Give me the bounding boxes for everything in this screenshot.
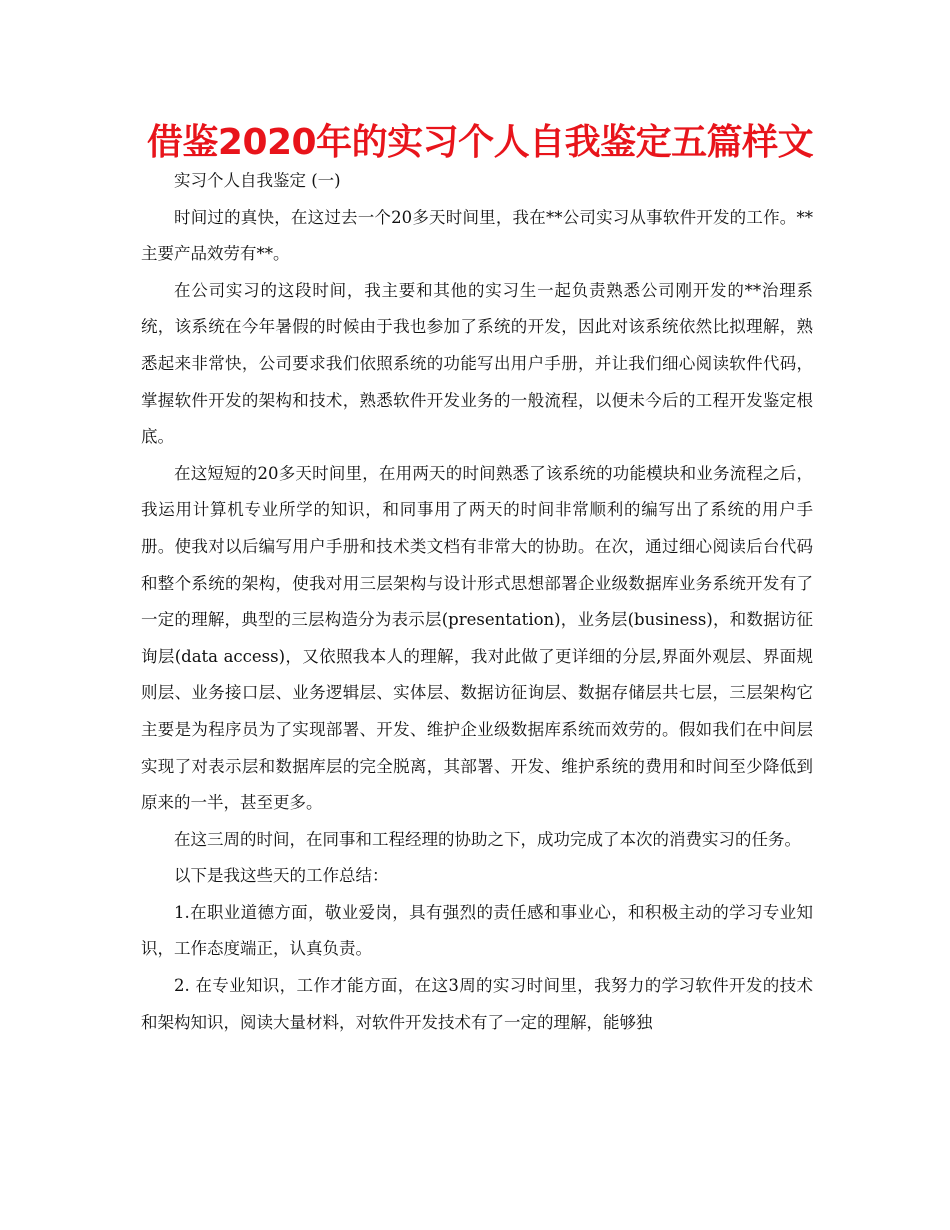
paragraph: 在公司实习的这段时间，我主要和其他的实习生一起负责熟悉公司刚开发的**治理系统，该系统在今年暑假的时候由于我也参加了系统的开发，因此对该系统依然比拟理解，熟悉起来非常快，公司要求我们依照系统的功能写出用户手册，并让我们细心阅读软件代码，掌握软件开发的架构和技术，熟悉软件开发业务的一般流程，以便未今后的工程开发鉴定根底。 (141, 280, 813, 447)
paragraph: 时间过的真快，在这过去一个20多天时间里，我在**公司实习从事软件开发的工作。**主要产品效劳有**。 (141, 207, 813, 264)
list-item: 2. 在专业知识，工作才能方面，在这3周的实习时间里，我努力的学习软件开发的技术和架构知识，阅读大量材料，对软件开发技术有了一定的理解，能够独 (141, 976, 813, 1032)
paragraph: 在这短短的20多天时间里，在用两天的时间熟悉了该系统的功能模块和业务流程之后，我运用计算机专业所学的知识，和同事用了两天的时间非常顺利的编写出了系统的用户手册。使我对以后编写用户手册和技术类文档有非常大的协助。在次，通过细心阅读后台代码和整个系统的架构，使我对用三层架构与设计形式思想部署企业级数据库业务系统开发有了一定的理解，典型的三层构造分为表示层(presentation)，业务层(business)，和数据访征询层(data access)，又依照我本人的理解，我对此做了更详细的分层,界面外观层、界面规则层、业务接口层、业务逻辑层、实体层、数据访征询层、数据存储层共七层，三层架构它主要是为程序员为了实现部署、开发、维护企业级数据库系统而效劳的。假如我们在中间层实现了对表示层和数据库层的完全脱离，其部署、开发、维护系统的费用和时间至少降低到原来的一半，甚至更多。 (141, 463, 813, 813)
document-body (141, 163, 813, 1041)
paragraph: 在这三周的时间，在同事和工程经理的协助之下，成功完成了本次的消费实习的任务。 (174, 829, 801, 849)
document-title: 借鉴2020年的实习个人自我鉴定五篇样文 (146, 122, 814, 163)
paragraph: 以下是我这些天的工作总结： (174, 866, 389, 886)
section-heading: 实习个人自我鉴定 (一) (174, 171, 341, 190)
list-item: 1.在职业道德方面，敬业爱岗，具有强烈的责任感和事业心，和积极主动的学习专业知识，工作态度端正，认真负责。 (141, 902, 813, 959)
